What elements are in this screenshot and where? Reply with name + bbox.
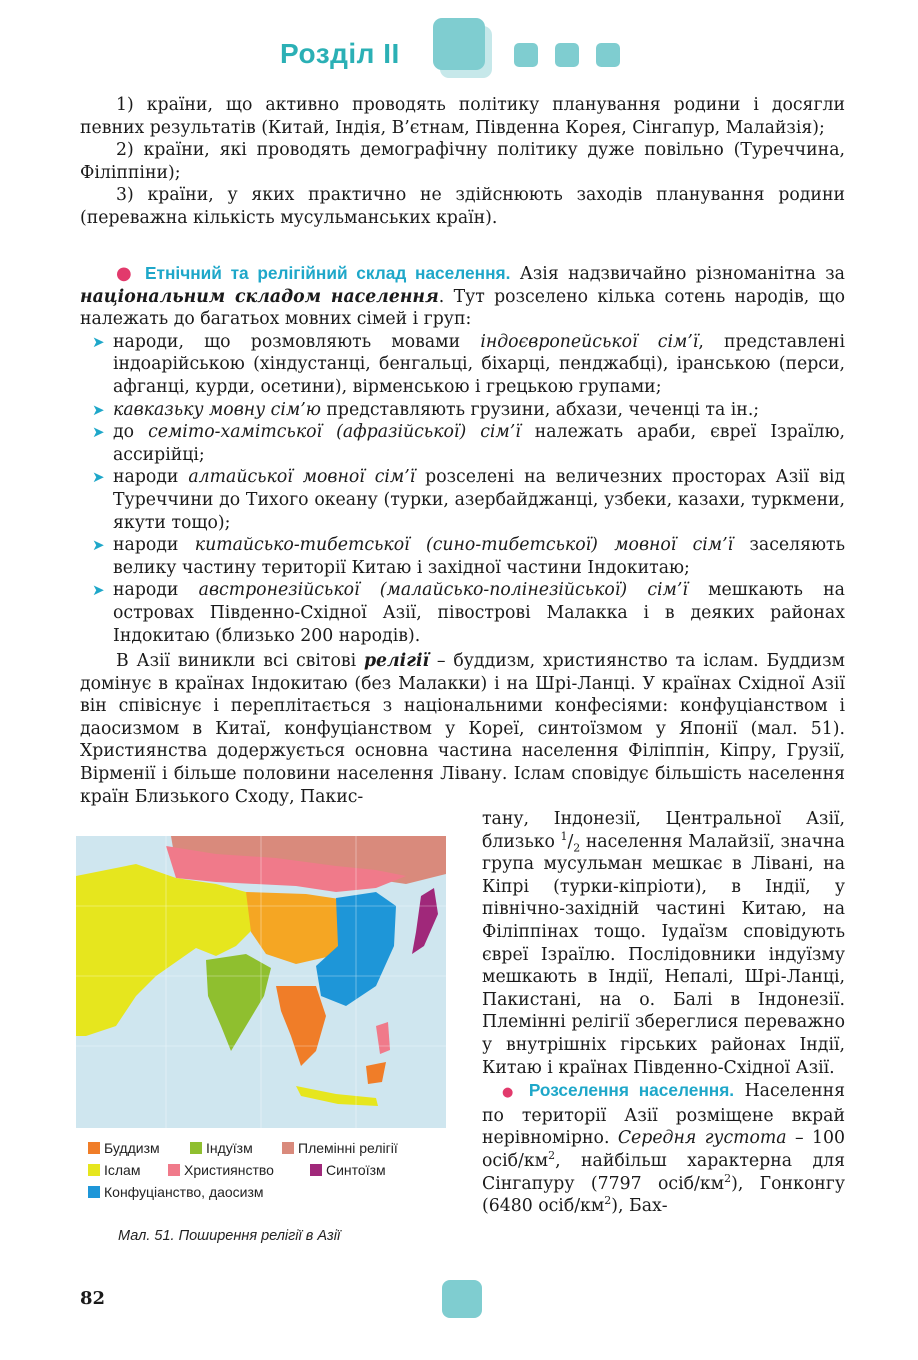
intro-item-1: 1) країни, що активно проводять політику планування родини і досягли певних результатів (Китай, Індія, В’єтнам, Південна Корея, Сінгапур, Малайзія); bbox=[80, 95, 845, 138]
settlement-paragraph: ● Розселення населення. Населення по території Азії розміщене вкрай нерівномірно. Середня густота – 100 осіб/$км^2$, найбільш характерна для Сінгапуру (7797 осіб/$км^2$), Гонконгу (6480 осіб/$км^2$), Бах- bbox=[482, 1080, 846, 1217]
arrow-right-icon: ➤ bbox=[92, 423, 105, 442]
ethnic-text-2: . Тут розселено кілька сотень народів, що належать до багатьох мовних сімей і груп: bbox=[80, 286, 845, 330]
religion-paragraph: В Азії виникли всі світові релігії – буддизм, християнство та іслам. Буддизм домінує в країнах Індокитаю (без Малакки) і на Шрі-Ланці. У країнах Східної Азії він співіснує і переплітається з національними конфесіями: конфуціанством і даосизмом в Китаї, конфуціанством у Кореї, синтоїзмом у Японії (мал. 51). Християнства додержується основна частина населення Філіппін, Кіпру, Грузії, Вірменії і більше половини населення Лівану. Іслам сповідує більшість населення країн Близького Сходу, Пакис- bbox=[80, 651, 845, 807]
page-number: 82 bbox=[80, 1288, 106, 1309]
list-item: ➤ народи алтайської мовної сім’ї розселені на величезних просторах Азії від Туреччини до Тихого океану (турки, азербайджанці, узбеки, казахи, туркмени, якути тощо); bbox=[92, 467, 846, 533]
language-family-list bbox=[80, 331, 845, 647]
figure-caption: Мал. 51. Поширення релігії в Азії bbox=[118, 1228, 341, 1244]
legend-item: Індуїзм bbox=[190, 1140, 253, 1156]
legend-swatch bbox=[88, 1142, 100, 1154]
footer-square bbox=[442, 1280, 482, 1318]
legend-swatch bbox=[88, 1164, 100, 1176]
section-title: Розділ II bbox=[280, 38, 400, 69]
ethnic-text-1: Азія надзвичайно різноманітна за bbox=[510, 264, 845, 284]
legend-item: Іслам bbox=[88, 1162, 140, 1178]
intro-item-3: 3) країни, у яких практично не здійснюють заходів планування родини (переважна кількість мусульманських країн). bbox=[80, 185, 845, 228]
intro-item-2: 2) країни, які проводять демографічну політику дуже повільно (Туреччина, Філіппіни); bbox=[80, 140, 845, 183]
arrow-right-icon: ➤ bbox=[92, 581, 105, 600]
religion-map bbox=[76, 836, 446, 1128]
header-square-large bbox=[433, 18, 485, 70]
religion-bold-term: релігії bbox=[363, 651, 430, 671]
legend-item: Синтоїзм bbox=[310, 1162, 386, 1178]
legend-item: Конфуціанство, даосизм bbox=[88, 1184, 264, 1200]
bullet-dot-icon: ● bbox=[502, 1085, 519, 1101]
ethnic-section bbox=[80, 262, 845, 647]
arrow-right-icon: ➤ bbox=[92, 468, 105, 487]
right-column bbox=[482, 808, 845, 1218]
legend-swatch bbox=[282, 1142, 294, 1154]
legend-swatch bbox=[190, 1142, 202, 1154]
ethnic-bold-term: національним складом населення bbox=[80, 286, 439, 307]
arrow-right-icon: ➤ bbox=[92, 332, 105, 351]
list-item: ➤ кавказьку мовну сім’ю представляють грузини, абхази, чеченці та ін.; bbox=[92, 399, 760, 420]
arrow-right-icon: ➤ bbox=[92, 400, 105, 419]
arrow-right-icon: ➤ bbox=[92, 536, 105, 555]
legend-swatch bbox=[310, 1164, 322, 1176]
bullet-dot-icon: ● bbox=[116, 263, 136, 284]
religion-section bbox=[80, 650, 845, 808]
religion-continuation: тану, Індонезії, Центральної Азії, близько $^1/_2$ населення Малайзії, значна група мусульман мешкає в Лівані, на Кіпрі (турки-кіпріоти), в Індії, у північно-західній частині Китаю, на Філіппінах тощо. Іудаїзм сповідують євреї Ізраїлю. Послідовники індуїзму мешкають в Індії, Непалі, Шрі-Ланці, Пакистані, на о. Балі в Індонезії. Племінні релігії збереглися переважно у внутрішніх гірських районах Індії, Китаю і країнах Південно-Східної Азії. bbox=[482, 809, 845, 1078]
legend-item: Християнство bbox=[168, 1162, 274, 1178]
legend-item: Племінні релігії bbox=[282, 1140, 398, 1156]
header-square-small-3 bbox=[596, 43, 620, 67]
header-square-small-1 bbox=[514, 43, 538, 67]
intro-list bbox=[80, 94, 845, 230]
list-item: ➤ народи австронезійської (малайсько-полінезійської) сім’ї мешкають на островах Південно-Східної Азії, півострові Малакка і в деяких районах Індокитаю (близько 200 народів). bbox=[92, 580, 845, 646]
page-header bbox=[0, 18, 918, 78]
legend-swatch bbox=[88, 1186, 100, 1198]
list-item: ➤ народи китайсько-тибетської (сино-тибетської) мовної сім’ї заселяють велику частину території Китаю і західної частини Індокитаю; bbox=[92, 535, 845, 578]
list-item: ➤ до семіто-хамітської (афразійської) сім’ї належать араби, євреї Ізраїлю, ассирійці; bbox=[92, 422, 845, 465]
ethnic-heading: Етнічний та релігійний склад населення. bbox=[144, 263, 511, 283]
settlement-heading: Розселення населення. bbox=[528, 1080, 735, 1101]
list-item: ➤ народи, що розмовляють мовами індоєвропейської сім’ї, представлені індоарійською (хіндустанці, бенгальці, біхарці, пенджабці), іранською (перси, афганці, курди, осетини), вірменською і грецькою групами; bbox=[92, 331, 845, 397]
header-square-small-2 bbox=[555, 43, 579, 67]
ethnic-paragraph bbox=[80, 262, 845, 331]
legend-item: Буддизм bbox=[88, 1140, 160, 1156]
legend-swatch bbox=[168, 1164, 180, 1176]
